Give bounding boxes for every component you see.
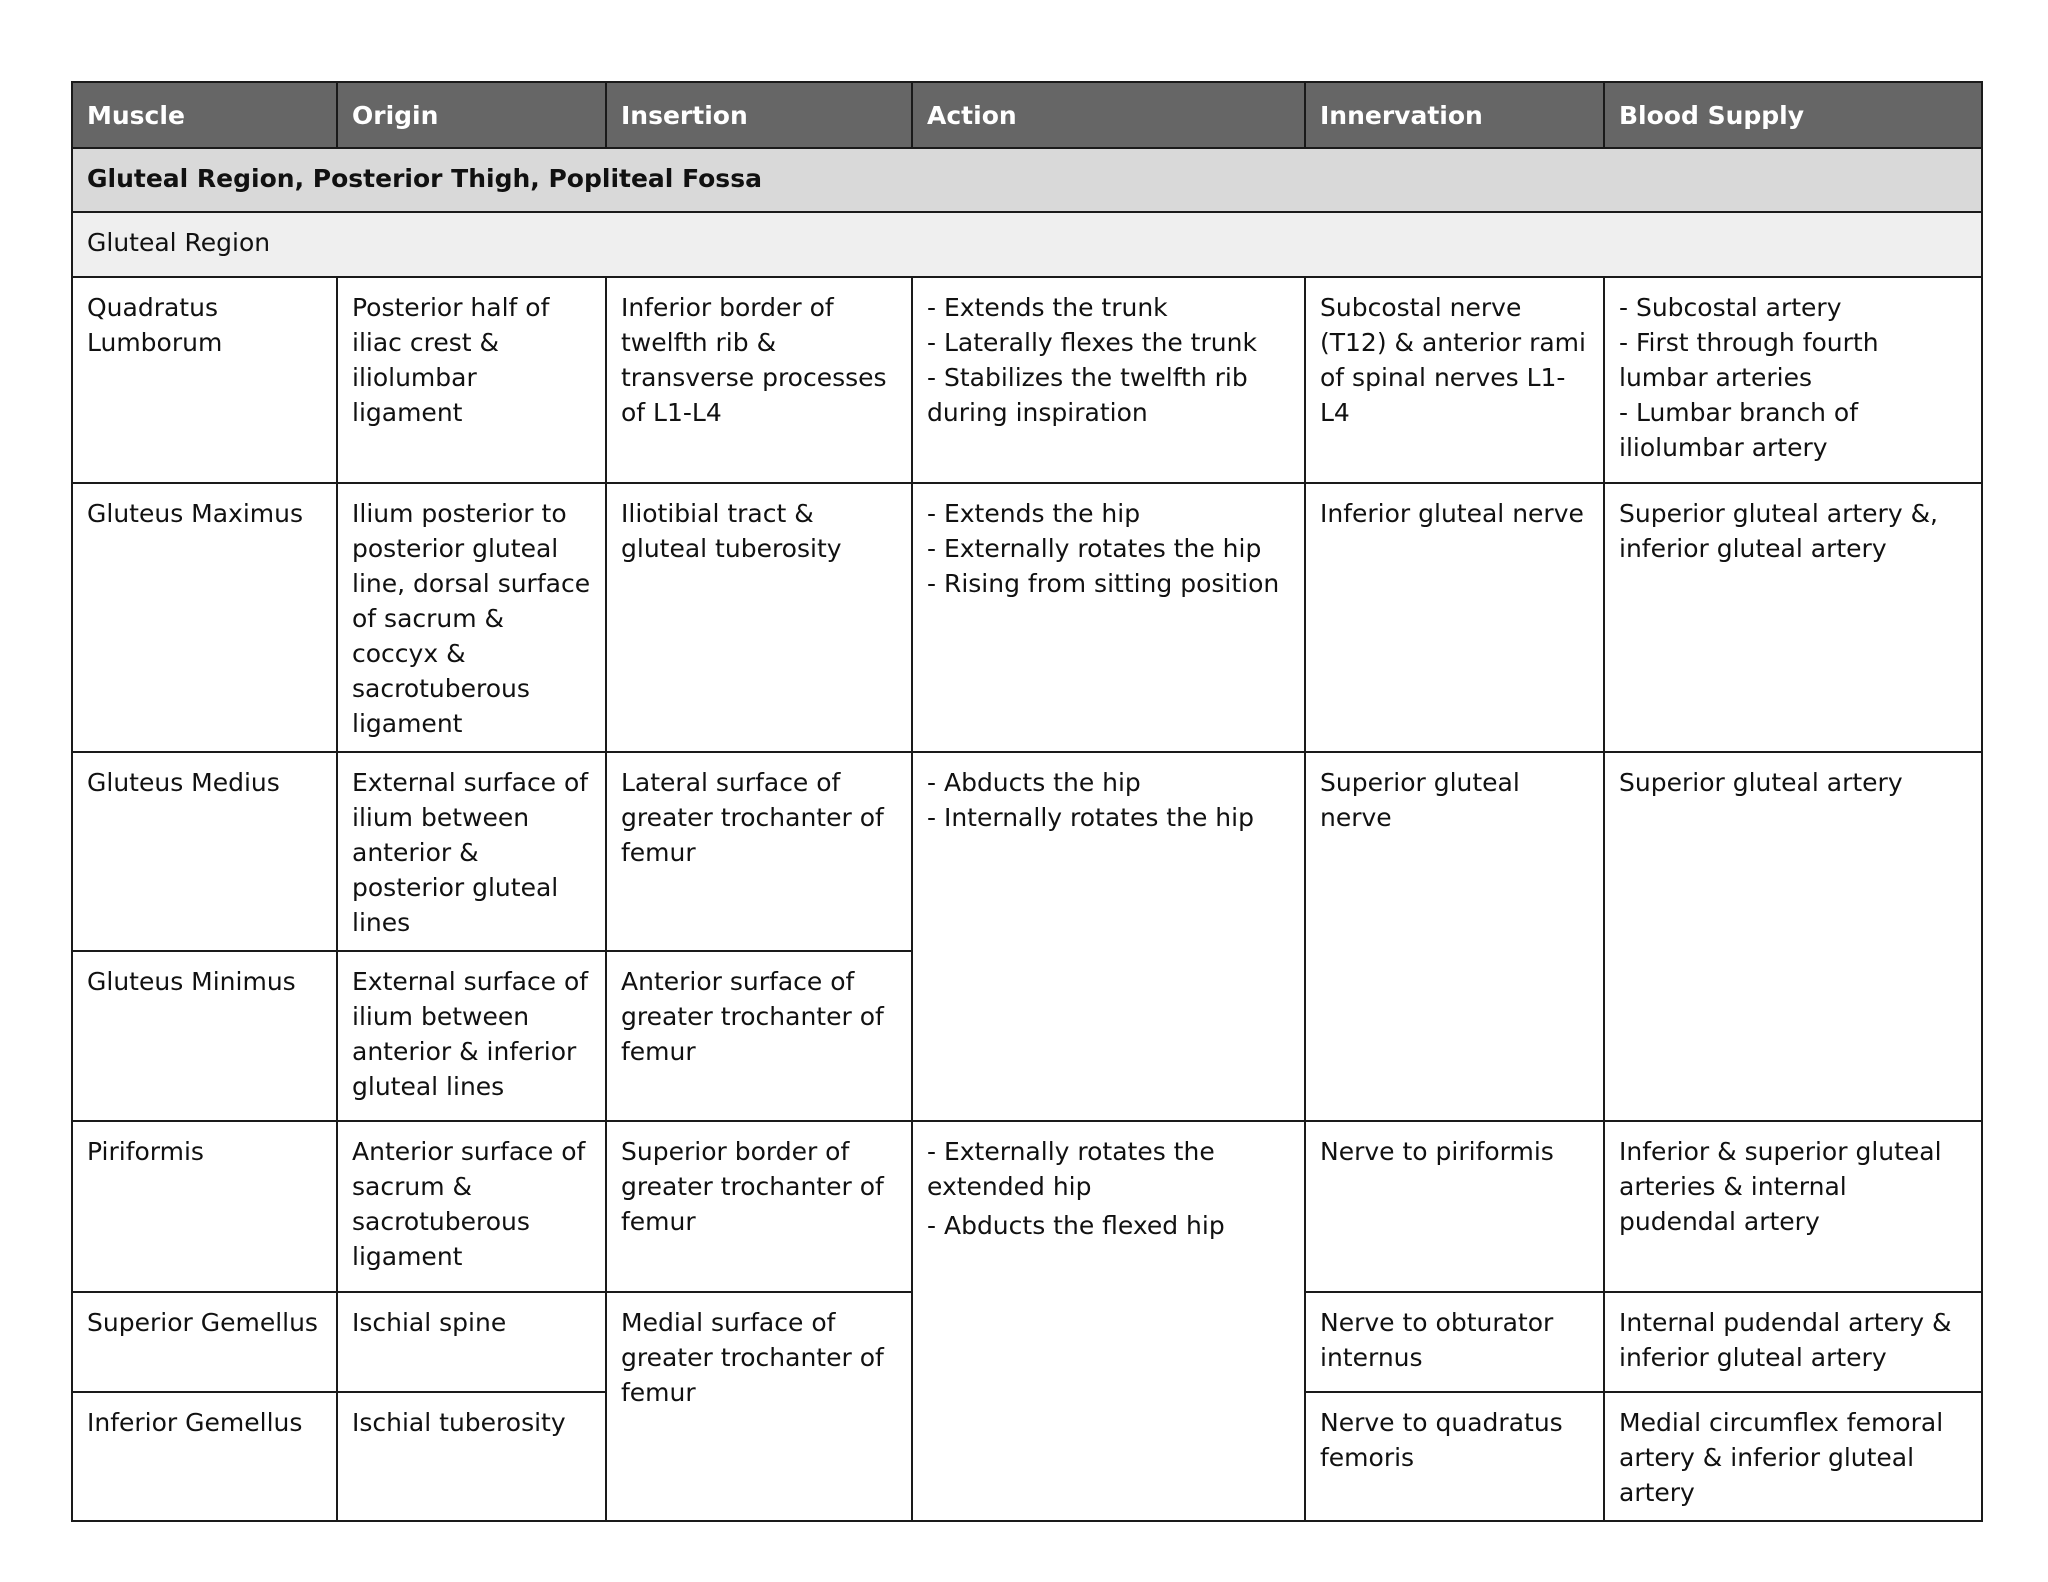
action-line: - Extends the trunk <box>927 293 1168 322</box>
origin-cell: Ischial spine <box>337 1292 606 1392</box>
origin-cell: Anterior surface of sacrum & sacrotuberous ligament <box>337 1121 606 1292</box>
origin-cell: External surface of ilium between anterior & inferior gluteal lines <box>337 951 606 1121</box>
subsection-row <box>72 212 1982 277</box>
innervation-cell: Subcostal nerve (T12) & anterior rami of spinal nerves L1-L4 <box>1305 277 1604 483</box>
muscle-cell: Quadratus Lumborum <box>72 277 337 483</box>
innervation-cell: Inferior gluteal nerve <box>1305 483 1604 752</box>
section-title: Gluteal Region, Posterior Thigh, Popliteal Fossa <box>72 148 1982 212</box>
action-line: - Internally rotates the hip <box>927 803 1254 832</box>
innervation-cell: Nerve to piriformis <box>1305 1121 1604 1292</box>
section-row <box>72 148 1982 212</box>
action-cell <box>912 277 1305 483</box>
insertion-cell: Medial surface of greater trochanter of femur <box>606 1292 912 1521</box>
muscle-cell: Inferior Gemellus <box>72 1392 337 1521</box>
table-row <box>72 752 1982 951</box>
action-cell <box>912 1121 1305 1521</box>
muscle-table <box>71 81 1983 1522</box>
insertion-cell: Lateral surface of greater trochanter of femur <box>606 752 912 951</box>
header-row <box>72 82 1982 148</box>
header-insertion: Insertion <box>606 82 912 148</box>
action-cell <box>912 752 1305 1121</box>
muscle-cell: Gluteus Medius <box>72 752 337 951</box>
header-blood-supply: Blood Supply <box>1604 82 1982 148</box>
innervation-cell: Nerve to obturator internus <box>1305 1292 1604 1392</box>
blood-supply-cell: Internal pudendal artery & inferior gluteal artery <box>1604 1292 1982 1392</box>
insertion-cell: Inferior border of twelfth rib & transverse processes of L1-L4 <box>606 277 912 483</box>
table-row <box>72 1121 1982 1292</box>
innervation-cell: Superior gluteal nerve <box>1305 752 1604 1121</box>
action-line: - Laterally flexes the trunk <box>927 328 1257 357</box>
muscle-cell: Gluteus Maximus <box>72 483 337 752</box>
action-line: - Abducts the flexed hip <box>927 1211 1225 1240</box>
blood-line: - Subcostal artery <box>1619 293 1842 322</box>
muscle-cell: Superior Gemellus <box>72 1292 337 1392</box>
origin-cell: Posterior half of iliac crest & iliolumbar ligament <box>337 277 606 483</box>
muscle-cell: Piriformis <box>72 1121 337 1292</box>
insertion-cell: Superior border of greater trochanter of femur <box>606 1121 912 1292</box>
header-muscle: Muscle <box>72 82 337 148</box>
action-line: - Externally rotates the extended hip <box>927 1137 1215 1201</box>
blood-supply-cell: Inferior & superior gluteal arteries & internal pudendal artery <box>1604 1121 1982 1292</box>
insertion-cell: Iliotibial tract & gluteal tuberosity <box>606 483 912 752</box>
blood-supply-cell: Medial circumflex femoral artery & inferior gluteal artery <box>1604 1392 1982 1521</box>
table-row <box>72 277 1982 483</box>
blood-supply-cell: Superior gluteal artery &, inferior gluteal artery <box>1604 483 1982 752</box>
blood-supply-cell <box>1604 277 1982 483</box>
action-cell <box>912 483 1305 752</box>
action-line: - Extends the hip <box>927 499 1141 528</box>
header-action: Action <box>912 82 1305 148</box>
blood-line: - First through fourth lumbar arteries <box>1619 328 1879 392</box>
muscle-cell: Gluteus Minimus <box>72 951 337 1121</box>
subsection-title: Gluteal Region <box>72 212 1982 277</box>
insertion-cell: Anterior surface of greater trochanter of femur <box>606 951 912 1121</box>
blood-line: - Lumbar branch of iliolumbar artery <box>1619 398 1859 462</box>
header-innervation: Innervation <box>1305 82 1604 148</box>
innervation-cell: Nerve to quadratus femoris <box>1305 1392 1604 1521</box>
header-origin: Origin <box>337 82 606 148</box>
action-line: - Abducts the hip <box>927 768 1141 797</box>
table-row <box>72 483 1982 752</box>
origin-cell: Ischial tuberosity <box>337 1392 606 1521</box>
origin-cell: Ilium posterior to posterior gluteal line, dorsal surface of sacrum & coccyx & sacrotuberous ligament <box>337 483 606 752</box>
origin-cell: External surface of ilium between anterior & posterior gluteal lines <box>337 752 606 951</box>
blood-supply-cell: Superior gluteal artery <box>1604 752 1982 1121</box>
action-line: - Externally rotates the hip <box>927 534 1262 563</box>
action-line: - Rising from sitting position <box>927 569 1280 598</box>
action-line: - Stabilizes the twelfth rib during inspiration <box>927 363 1248 427</box>
